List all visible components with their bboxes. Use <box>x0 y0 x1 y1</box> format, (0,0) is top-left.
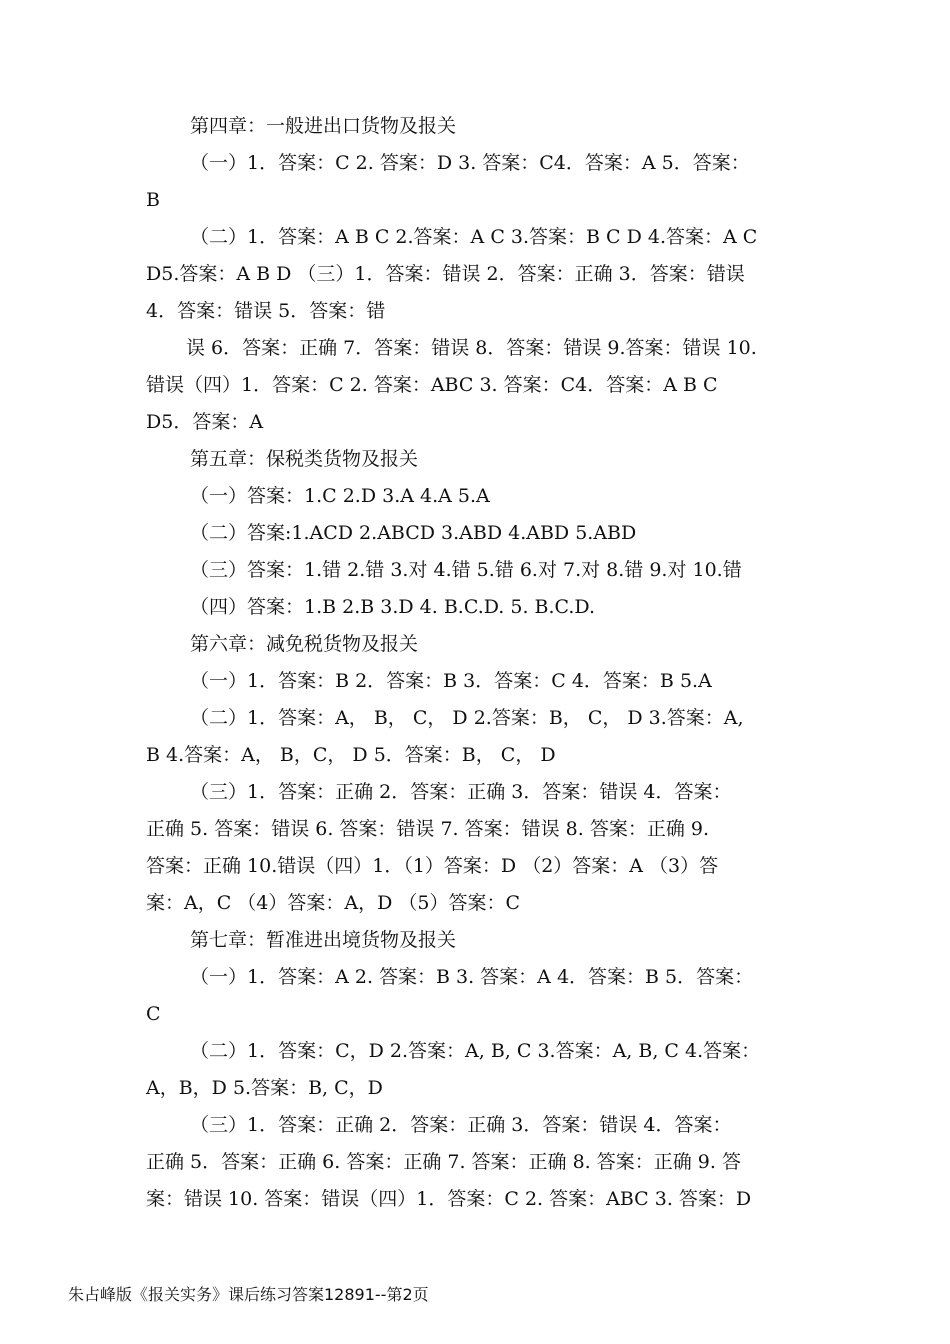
text-line: 4．答案：错误 5．答案：错 <box>146 300 386 322</box>
text-line: （一）1．答案：A 2. 答案：B 3. 答案：A 4．答案：B 5．答案： <box>190 966 754 988</box>
text-line: 错误（四）1．答案：C 2. 答案：ABC 3. 答案：C4．答案：A B C <box>146 374 718 396</box>
text-line: （四）答案：1.B 2.B 3.D 4. B.C.D. 5. B.C.D. <box>190 596 596 618</box>
text-line: 案：错误 10. 答案：错误（四）1．答案：C 2. 答案：ABC 3. 答案：D <box>146 1188 752 1210</box>
text-line: （二）答案:1.ACD 2.ABCD 3.ABD 4.ABD 5.ABD <box>190 522 637 544</box>
text-line: D5.答案：A B D （三）1．答案：错误 2．答案：正确 3．答案：错误 <box>146 263 745 285</box>
text-line: 误 6．答案：正确 7．答案：错误 8．答案：错误 9.答案：错误 10. <box>186 337 757 359</box>
text-line: 第五章：保税类货物及报关 <box>190 448 419 470</box>
text-line: （三）1．答案：正确 2．答案：正确 3．答案：错误 4．答案： <box>190 781 732 803</box>
text-line: （二）1．答案：C，D 2.答案：A, B, C 3.答案：A, B, C 4.答案： <box>190 1040 761 1062</box>
text-line: （一）1．答案：C 2. 答案：D 3. 答案：C4．答案：A 5．答案： <box>190 152 750 174</box>
text-line: 正确 5. 答案：错误 6. 答案：错误 7. 答案：错误 8. 答案：正确 9. <box>146 818 709 840</box>
text-line: （一）1．答案：B 2．答案：B 3．答案：C 4．答案：B 5.A <box>190 670 712 692</box>
text-line: B 4.答案：A， B，C， D 5．答案：B， C， D <box>146 744 556 766</box>
text-line: （二）1．答案：A B C 2.答案：A C 3.答案：B C D 4.答案：A C <box>190 226 758 248</box>
answer-text-body <box>146 108 810 1218</box>
text-line: D5．答案：A <box>146 411 264 433</box>
page-footer: 朱占峰版《报关实务》课后练习答案12891--第2页 <box>68 1285 429 1304</box>
text-line: 正确 5．答案：正确 6. 答案：正确 7. 答案：正确 8. 答案：正确 9. 答 <box>146 1151 741 1173</box>
text-line: B <box>146 189 160 211</box>
text-line: （三）答案：1.错 2.错 3.对 4.错 5.错 6.对 7.对 8.错 9.对 10.错 <box>190 559 742 581</box>
text-line: 案：A，C （4）答案：A，D （5）答案：C <box>146 892 521 914</box>
text-line: （三）1．答案：正确 2．答案：正确 3．答案：错误 4．答案： <box>190 1114 732 1136</box>
text-line: （二）1．答案：A， B， C， D 2.答案：B， C， D 3.答案：A, <box>190 707 744 729</box>
text-line: A，B，D 5.答案：B, C，D <box>146 1077 383 1099</box>
text-line: 第六章：减免税货物及报关 <box>190 633 419 655</box>
text-line: 答案：正确 10.错误（四）1．（1）答案：D （2）答案：A （3）答 <box>146 855 719 877</box>
text-line: 第七章：暂准进出境货物及报关 <box>190 929 457 951</box>
text-line: （一）答案：1.C 2.D 3.A 4.A 5.A <box>190 485 490 507</box>
text-line: C <box>146 1003 161 1025</box>
text-line: 第四章：一般进出口货物及报关 <box>190 115 457 137</box>
